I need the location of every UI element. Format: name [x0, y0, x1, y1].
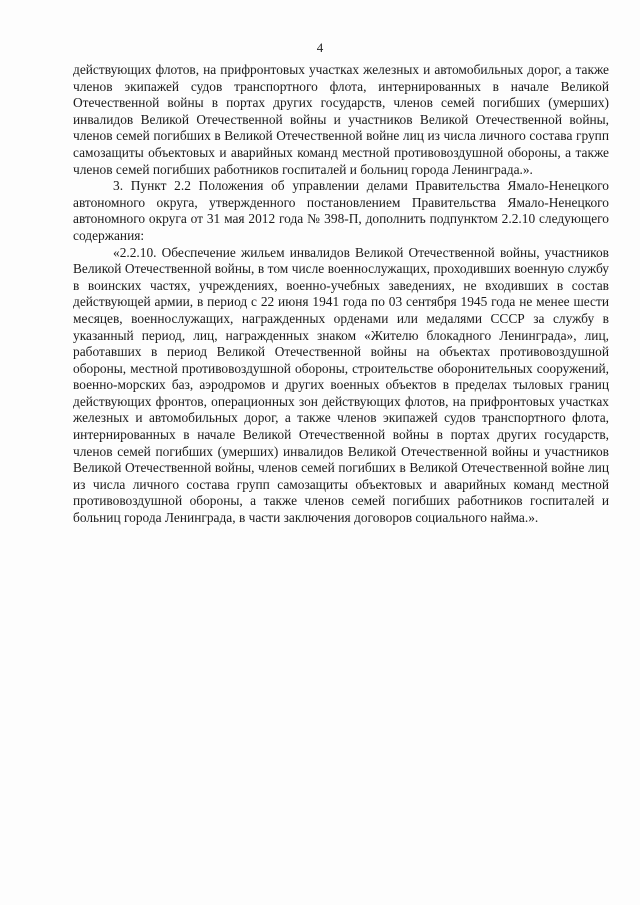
- paragraph-continuation: действующих флотов, на прифронтовых участках железных и автомобильных дорог, а также членов экипажей судов транспортного флота, интернированных в начале Великой Отечественной войны в портах других государств, членов семей погибших (умерших) инвалидов Великой Отечественной войны и участников Великой Отечественной войны, членов семей погибших в Великой Отечественной войне лиц из числа личного состава групп самозащиты объектовых и аварийных команд местной противовоздушной обороны, а также членов семей погибших работников госпиталей и больниц города Ленинграда.».: [73, 62, 609, 177]
- paragraph-subitem-2-2-10: «2.2.10. Обеспечение жильем инвалидов Великой Отечественной войны, участников Великой Отечественной войны, в том числе военнослужащих, проходивших военную службу в воинских частях, учреждениях, военно-учебных заведениях, не входивших в состав действующей армии, в период с 22 июня 1941 года по 03 сентября 1945 года не менее шести месяцев, военнослужащих, награжденных орденами или медалями СССР за службу в указанный период, лиц, награжденных знаком «Жителю блокадного Ленинграда», лиц, работавших в период Великой Отечественной войны на объектах противовоздушной обороны, местной противовоздушной обороны, строительстве оборонительных сооружений, военно-морских баз, аэродромов и других военных объектов в пределах тыловых границ действующих фронтов, операционных зон действующих флотов, на прифронтовых участках железных и автомобильных дорог, а также членов экипажей судов транспортного флота, интернированных в начале Великой Отечественной войны в портах других государств, членов семей погибших (умерших) инвалидов Великой Отечественной войны и участников Великой Отечественной войны, членов семей погибших в Великой Отечественной войне лиц из числа личного состава групп самозащиты объектовых и аварийных команд местной противовоздушной обороны, а также членов семей погибших работников госпиталей и больниц города Ленинграда, в части заключения договоров социального найма.».: [73, 244, 609, 526]
- page-number: 4: [316, 40, 324, 55]
- paragraph-item-3: 3. Пункт 2.2 Положения об управлении делами Правительства Ямало-Ненецкого автономного округа, утвержденного постановлением Правительства Ямало-Ненецкого автономного округа от 31 мая 2012 года № 398-П, дополнить подпунктом 2.2.10 следующего содержания:: [73, 178, 609, 243]
- document-body: [73, 62, 609, 527]
